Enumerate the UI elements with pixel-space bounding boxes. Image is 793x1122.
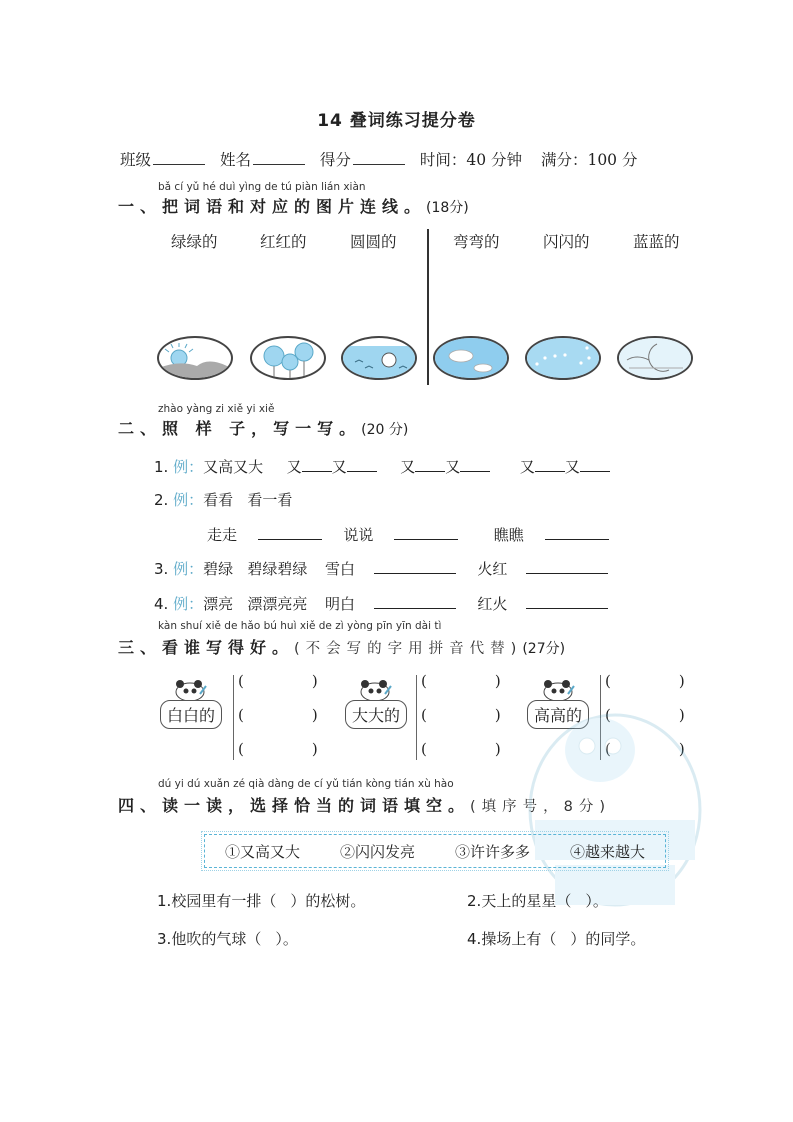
picture-crescent-moon[interactable] <box>617 336 693 380</box>
class-label: 班级 <box>120 151 152 169</box>
answer-blank[interactable] <box>526 596 608 609</box>
answer-blank[interactable] <box>526 561 608 574</box>
meta-line <box>120 148 637 170</box>
picture-clouds-in-sky[interactable] <box>433 336 509 380</box>
section2-q2-prompts: 走走 说说 瞧瞧 <box>207 524 609 545</box>
word-lanlan: 蓝蓝的 <box>633 233 680 251</box>
name-field[interactable] <box>253 150 305 165</box>
section1-divider <box>427 229 429 385</box>
answer-paren[interactable]: ( ) <box>238 740 318 758</box>
answer-blank[interactable] <box>535 459 565 472</box>
answer-paren[interactable]: ( ) <box>238 706 318 724</box>
example-text: 漂亮 漂漂亮亮 <box>203 595 308 613</box>
picture-twinkling-stars[interactable] <box>525 336 601 380</box>
answer-blank[interactable] <box>374 561 456 574</box>
answer-blank[interactable] <box>374 596 456 609</box>
section4-hint: (填序号，8分) <box>470 799 612 815</box>
fill-question-1: 1.校园里有一排（ ）的松树。 <box>157 892 366 910</box>
sun-hills-icon <box>159 338 231 378</box>
section1-score: (18分) <box>426 200 469 216</box>
stars-icon <box>527 338 599 378</box>
answer-paren[interactable]: ( ) <box>605 740 685 758</box>
brace <box>600 675 601 760</box>
word-tag-dada: 大大的 <box>345 700 407 729</box>
answer-blank[interactable] <box>545 527 609 540</box>
answer-paren[interactable]: ( ) <box>421 706 501 724</box>
section2-heading: 二、照 样 子，写一写。(20 分) <box>118 419 409 438</box>
option-4: ④越来越大 <box>569 842 645 861</box>
example-label: 例： <box>173 595 204 613</box>
answer-blank[interactable] <box>415 459 445 472</box>
section1-heading: 一、把词语和对应的图片连线。(18分) <box>118 197 469 216</box>
example-text: 碧绿 碧绿碧绿 <box>203 560 308 578</box>
section3-heading: 三、看谁写得好。(不会写的字用拼音代替)(27分) <box>118 638 566 657</box>
example-text: 看看 看一看 <box>203 491 293 509</box>
answer-paren[interactable]: ( ) <box>421 740 501 758</box>
section3-score: (27分) <box>522 641 566 657</box>
option-3: ③许许多多 <box>454 842 530 861</box>
answer-paren[interactable]: ( ) <box>605 672 685 690</box>
word-wanwan: 弯弯的 <box>453 233 500 251</box>
example-label: 例： <box>173 458 204 476</box>
section2-q3: 3. 例：碧绿 碧绿碧绿 雪白 火红 <box>154 558 608 579</box>
answer-blank[interactable] <box>302 459 332 472</box>
lotus-icon <box>252 338 324 378</box>
section2-score: (20 分) <box>361 422 409 438</box>
answer-blank[interactable] <box>460 459 490 472</box>
time-info: 时间：40 分钟 <box>419 151 523 169</box>
picture-sun-over-hills[interactable] <box>157 336 233 380</box>
section2-q4: 4. 例：漂亮 漂漂亮亮 明白 红火 <box>154 593 608 614</box>
option-1: ①又高又大 <box>224 842 300 861</box>
answer-paren[interactable]: ( ) <box>238 672 318 690</box>
section4-pinyin: dú yi dú xuǎn zé qià dàng de cí yǔ tián kòng tián xù hào <box>158 778 454 790</box>
section2-pinyin: zhào yàng zi xiě yi xiě <box>158 403 275 415</box>
word-tag-baibai: 白白的 <box>160 700 222 729</box>
fill-question-2: 2.天上的星星（ ）。 <box>467 892 608 910</box>
word-tag-gaogao: 高高的 <box>527 700 589 729</box>
pond-icon <box>343 338 415 378</box>
word-yuanyuan: 圆圆的 <box>350 233 397 251</box>
fill-question-3: 3.他吹的气球（ ）。 <box>157 930 298 948</box>
name-label: 姓名 <box>219 151 251 169</box>
example-text: 又高又大 <box>203 458 264 476</box>
picture-lotus-leaves[interactable] <box>250 336 326 380</box>
score-label: 得分 <box>319 151 351 169</box>
moon-icon <box>619 338 691 378</box>
section4-heading: 四、读一读，选择恰当的词语填空。(填序号，8分) <box>118 796 612 815</box>
options-box <box>204 834 666 868</box>
answer-blank[interactable] <box>258 527 322 540</box>
word-honghong: 红红的 <box>260 233 307 251</box>
section1-pinyin: bǎ cí yǔ hé duì yìng de tú piàn lián xiàn <box>158 181 366 193</box>
page-title: 14 叠词练习提分卷 <box>317 111 476 131</box>
answer-blank[interactable] <box>580 459 610 472</box>
full-score-info: 满分：100 分 <box>540 151 638 169</box>
section3-pinyin: kàn shuí xiě de hǎo bú huì xiě de zì yòng pīn yīn dài tì <box>158 620 442 632</box>
word-lvlv: 绿绿的 <box>171 233 218 251</box>
fill-question-4: 4.操场上有（ ）的同学。 <box>467 930 646 948</box>
example-label: 例： <box>173 491 204 509</box>
brace <box>416 675 417 760</box>
example-label: 例： <box>173 560 204 578</box>
brace <box>233 675 234 760</box>
section2-q1: 1. 例：又高又大 又 又 又 又 又 又 <box>154 456 610 477</box>
class-field[interactable] <box>153 150 205 165</box>
picture-child-in-pond[interactable] <box>341 336 417 380</box>
score-field[interactable] <box>353 150 405 165</box>
answer-paren[interactable]: ( ) <box>605 706 685 724</box>
answer-paren[interactable]: ( ) <box>421 672 501 690</box>
word-shanshan: 闪闪的 <box>543 233 590 251</box>
clouds-icon <box>435 338 507 378</box>
answer-blank[interactable] <box>347 459 377 472</box>
section3-hint: (不会写的字用拼音代替) <box>294 641 523 657</box>
section2-q2: 2. 例：看看 看一看 <box>154 491 293 509</box>
answer-blank[interactable] <box>394 527 458 540</box>
option-2: ②闪闪发亮 <box>339 842 415 861</box>
